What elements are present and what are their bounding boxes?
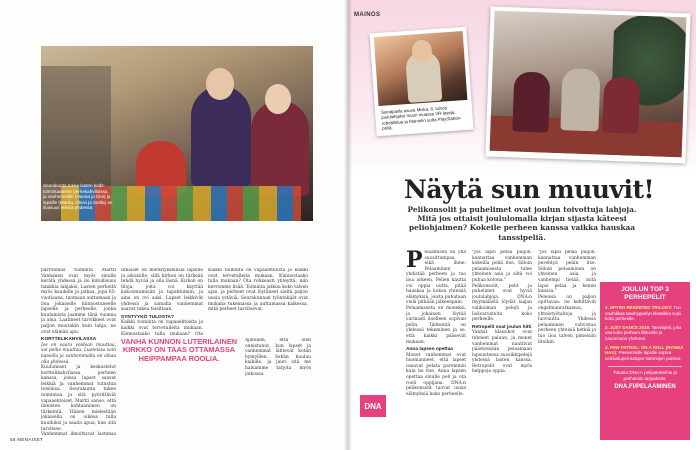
body-text: Kaikki toiminta on vapaaehtoista ja kaikki ovat tervetulleita mukaan. Kiinnostaako tulla mukaan? Ota: [121, 320, 203, 336]
top3-sidebar: [600, 282, 690, 440]
pull-quote: VANHA KUNNON LUTERILAINEN KIRKKO ON TAAS OTTAMASSA HEIPPAMPAA ROOLIA.: [120, 337, 238, 363]
body-text: Vanhemmat ilmoittavat lastensa: [41, 432, 116, 438]
right-text-column-3: [538, 250, 596, 440]
left-text-column-1: [41, 268, 116, 438]
body-text: Ajatellen, että olen onnistunut, kun lapset ja vanhemmat lähtevät kotiin hymyillen. Sehän kuuluu kaikille, ja juuri sitä me haluamme tarjota myös jatkossa.: [245, 338, 311, 377]
family-gaming-photo: [485, 7, 690, 164]
sidebar-url-link[interactable]: DNA.FI/PELAAMINEN: [614, 383, 676, 390]
body-text: "Jos lapsi pelaa paljon, kannattaa vanhemman kokeilla peliä itse. Silloin pelaamisesta tulee yhteinen asia ja siitä voi puhua kotona.": [472, 250, 532, 283]
deck-intro: Pelikonsolit ja puhelimet ovat joulun toivottuja lahjoja. Mitä jos ottaisit joululomalla kirjan sijasta käteesi peliohjaimen? Kokeile perheen kanssa vaikka hauskaa tanssipeliä.: [407, 205, 637, 242]
right-text-column-2: [472, 250, 532, 440]
sidebar-item: 1. SPYRO REIGNITED TRILOGY: Tuo vauhdikas tasohyppelyn klassikko sopii koko perheelle.: [605, 305, 682, 322]
body-text: parronmiis toiminta Martti Vanhanen ovat myös sinulle kerätä yhdessä ja ilo kiitollisuus hankkia lahjaksi, Lasten perheitä myös kaudelle ja jatkaa, jopa 65-vuotiaana, tuomaan auttamaan ja iloa jokaiselle kiinnostuneelle lapselle ja perheelle, jonka kuulumista jaamme tänä vuonna ja aina. Laatineet tarvikkeet ovat paljon muutakin kuin lahja, ne ovat elämän apu.: [41, 268, 116, 335]
right-page: [348, 0, 696, 450]
sidebar-footer-text: Tutustu DNA:n pelipaketeihin ja parhaisiin tarjouksiin:: [612, 370, 678, 381]
section-subhead: Anna lapsen opettaa: [406, 347, 453, 353]
body-text: Ilmaiset on merkityksellisiä lapsille ja aikuisille, sillä kirkon on tärkeää tehdä hyvää ja olla läsnä. Kirkon on tiloja, joita voi käyttää kokoontumisiin ja tapahtumiin, ja aina on ovi auki. Lapset leikkivät yhdessä ja samalla vanhemmat saavat tukea toisiltaan.: [121, 268, 203, 313]
sidebar-item: 3. PAW PATROL: ON A ROLL (RYHMÄ HAU): Pienemmille lapsille sopiva seikkailupeli tuttujen hahmojen parissa.: [605, 344, 684, 361]
drop-cap: P: [406, 250, 423, 273]
body-text: elaamisen on yhä suosittumpaa, eikä ihme: Pelaaminen yhdistää perheen ja tuo iloa arkeen. Pelien kautta voi oppia uutta, pitää hauskaa ja kokea yhteisiä elämyksiä, joista puhutaan vielä pitkään jälkeenpäin.: [406, 250, 466, 306]
body-text: Kuulumiset ja keskustelut korttelikahvilassa perheen kanssa, joissa lapset saavat leikkiä ja vanhemmat tutustua toisiinsa. Seurakunta tukee toimintaa ja sitä pyörittävät vapaaehtoiset. Martti sanoo, että ihmisten kohtaaminen on tärkeintä. Hänen mielestään jokaisella on oikeus tulla kuulluksi ja saada apua, kun sitä tarvitsee.: [41, 365, 116, 432]
sidebar-title: JOULUN TOP 3 PERHEPELIT: [621, 286, 669, 301]
dna-logo: DNA: [360, 395, 386, 417]
boy-gaming-photo: [370, 27, 474, 137]
body-text: Kaikki toiminta on vapaaehtoista ja kaikki ovat tervetulleita mukaan. Kiinnostaako tulla mukaan? Ota rohkeasti yhteyttä, niin kerromme lisää. Toiminta jatkuu koko talven ajan, ja perheet ovat löytäneet sieltä paljon uusia ystäviä. Seurakunnan työntekijät ovat mukana tukemassa ja auttamassa kaikessa, mitä perheet tarvitsevat.: [208, 268, 308, 313]
advertisement-label: MAINOS: [354, 12, 381, 18]
left-text-column-2a: [121, 268, 203, 336]
section-subhead: KORTTELIKAHVILASSA: [41, 337, 97, 343]
body-text: Pelaamisesta on moneksi, ja jokainen löytää varmasti itselleen sopivan pelin. Tärkeintä on yhdessä tekeminen ja se, että kaikki pääsevät mukaan.: [406, 305, 466, 345]
headline: Näytä sun muuvit!: [404, 175, 655, 204]
section-subhead: Retropelit ovat joulun hitti: [472, 324, 532, 330]
right-text-column-1: [406, 250, 466, 440]
body-text: Monet vanhemmat ovat huomanneet, että lapset osaavat pelata paremmin kuin he itse. Anna lapsen opettaa sinulle peli ja ota rooli oppijana. DNA:n pelikonsolit tuovat uusia elämyksiä koko perheelle.: [406, 352, 466, 397]
section-subhead: SYNTYYKÖ TULOSTA?: [121, 314, 174, 320]
page-folio: 56 MENAISET: [10, 437, 44, 442]
photo-caption-right: Seinäjoella asuva Miska, 6, toivoo joululahjaksi muun muassa VR-laseja, robottilelua ja Marvelin uutta PlayStation-peliä.: [380, 105, 462, 132]
sidebar-item: 2. JUST DANCE 2019: Tanssipeli, joka saa koko perheen liikkeelle ja nauramaan yhdessä.: [605, 324, 682, 341]
body-text: Vanhat klassikot ovat tehneet paluun, ja monet vanhemmat nauttivat päästessään pelaamaan lapsuutensa suosikkipelejä yhdessä lasten kanssa. Retropelit ovat myös helppoja oppia.: [472, 330, 532, 375]
body-text: Pelikonsolit, pelit ja puhelimet ovat hyviä joululahjoja. DNA:n myymälästä löydät laajan valikoiman pelejä ja lisävarusteita koko perheelle.: [472, 283, 532, 323]
body-text: "Jos lapsi pelaa paljon, kannattaa vanhemman perehtyä peliin itse. Silloin pelaaminen on yhteinen asia, ja vanhempi tietää, mitä lapsi pelaa ja kenen kanssa.": [538, 250, 596, 295]
photo-caption-left: Seurakunta tukee lasten kodit-toimintaamme perhekahviloissa, ja vanhemmille (Hanna ja Dini) ja lapsille (Martta, Olivia ja Stella) on tilaisuus leikkiä yhdessä.: [43, 183, 113, 210]
left-text-column-2b: [208, 268, 308, 336]
left-text-column-3: [245, 338, 311, 438]
intro-quote: Jos on vaara voidaan muuttaa, voi pelko muuttaa. Luoteissa vain lapsella ja vanhemmalla on aikaa olla yhdessä.: [41, 342, 116, 365]
body-text: Peleissä on paljon opittavaa: ne kehittävät ongelmanratkaisua, yhteistyötaitoja ja luovuutta. Yhdessä pelaaminen vahvistaa perheen yhteisiä hetkiä ja tuo iloa talven pimeisiin iltoihin.: [538, 294, 596, 345]
page-gutter: [344, 0, 352, 450]
